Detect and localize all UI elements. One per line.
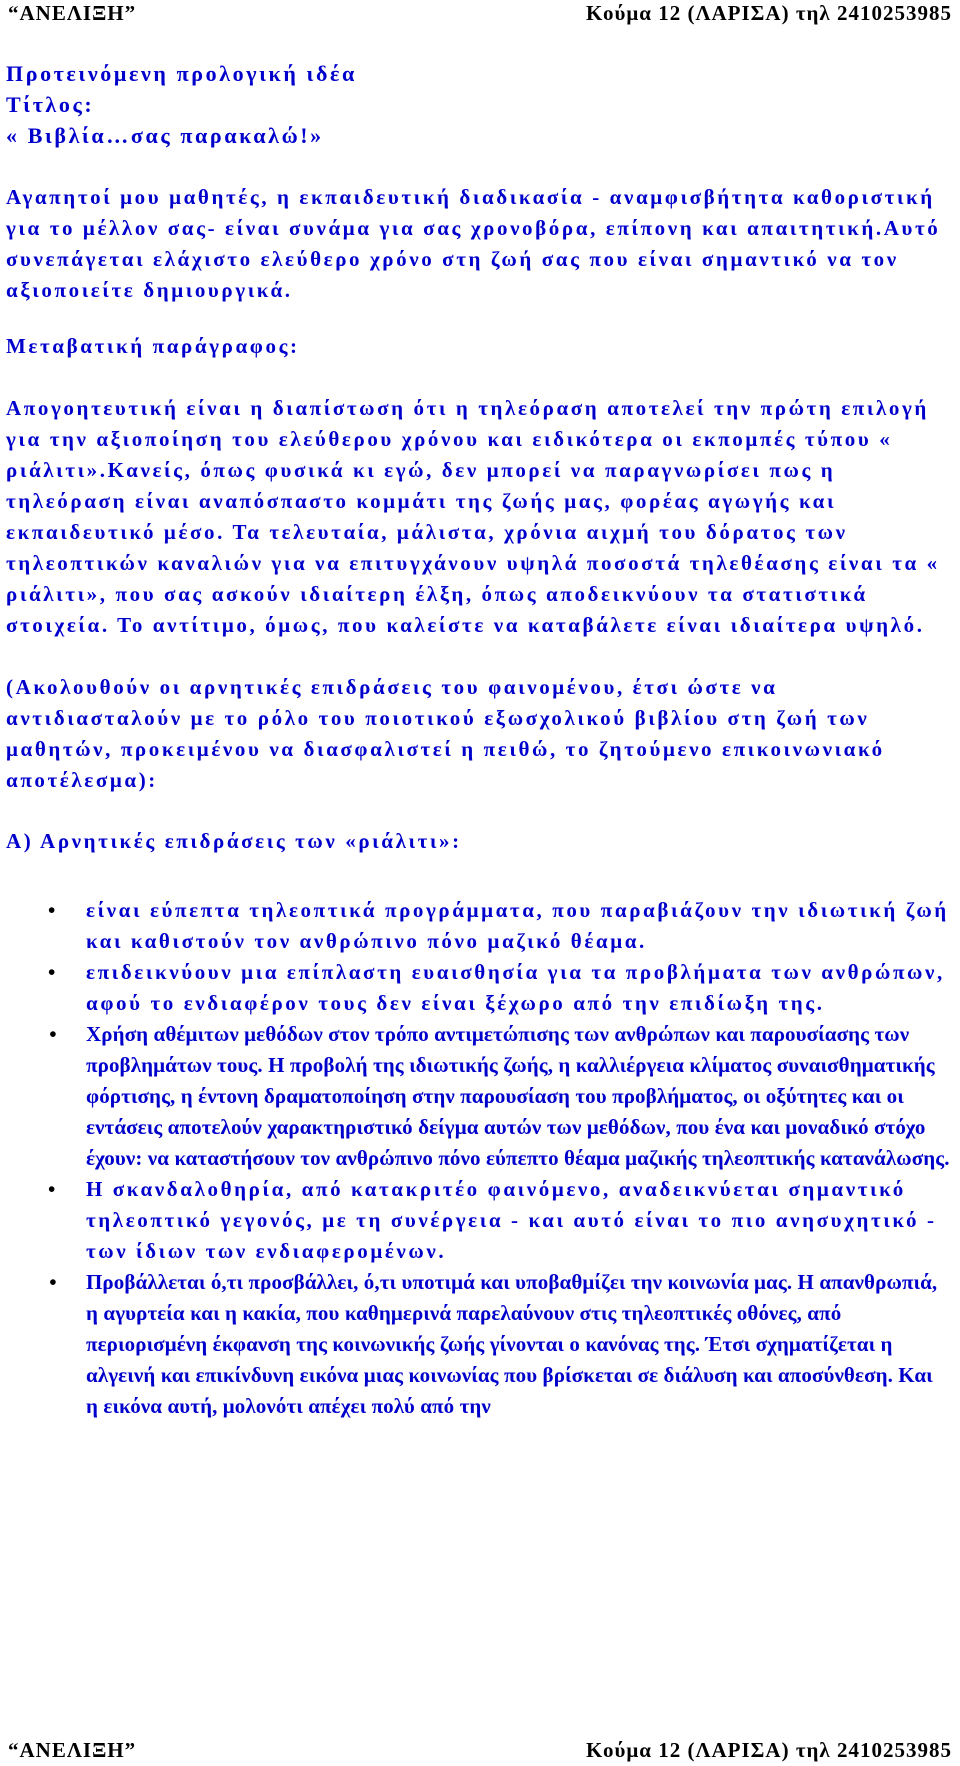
list-item [6,957,950,1019]
negative-effects-list [6,895,950,1422]
bullet-icon: • [48,898,58,922]
bullet-icon: • [49,1270,57,1294]
intro-block [6,58,950,151]
header-contact: Κούμα 12 (ΛΑΡΙΣΑ) τηλ 2410253985 [586,1,952,25]
list-item [6,1267,950,1422]
footer-contact: Κούμα 12 (ΛΑΡΙΣΑ) τηλ 2410253985 [586,1738,952,1762]
bullet-icon: • [49,1022,57,1046]
bullet-icon: • [48,1177,58,1201]
document-body [6,58,950,1422]
bullet-icon: • [48,960,58,984]
header-publisher: “ΑΝΕΛΙΞΗ” [8,1,137,25]
list-item-text: Η σκανδαλοθηρία, από κατακριτέο φαινόμενο, αναδεικνύεται σημαντικό τηλεοπτικό γεγονός, με τη συνέργεια - και αυτό είναι το πιο ανησυχητικό - των ίδιων των ενδιαφερομένων. [86,1177,937,1263]
list-item-text: Προβάλλεται ό,τι προσβάλλει, ό,τι υποτιμά και υποβαθμίζει την κοινωνία μας. Η απανθρωπιά, η αγυρτεία και η κακία, που καθημερινά παρελαύνουν στις τηλεοπτικές οθόνες, από περιορισμένη έκφανση της κοινωνικής ζωής γίνονται ο κανόνας της. Έτσι σχηματίζεται η αλγεινή και επικίνδυνη εικόνα μιας κοινωνίας που βρίσκεται σε διάλυση και αποσύνθεση. Και η εικόνα αυτή, μολονότι απέχει πολύ από την [86,1270,938,1418]
page-footer [8,1738,952,1766]
list-item [6,1019,950,1174]
section-a-heading: Α) Αρνητικές επιδράσεις των «ριάλιτι»: [6,829,462,853]
page-header [8,1,952,29]
transition-heading: Μεταβατική παράγραφος: [6,334,300,358]
list-item [6,895,950,957]
footer-publisher: “ΑΝΕΛΙΞΗ” [8,1738,137,1762]
list-item-text: είναι εύπεπτα τηλεοπτικά προγράμματα, που παραβιάζουν την ιδιωτική ζωή και καθιστούν τον ανθρώπινο πόνο μαζικό θέαμα. [86,898,949,953]
note-paragraph: (Ακολουθούν οι αρνητικές επιδράσεις του φαινομένου, έτσι ώστε να αντιδιασταλούν με το ρόλο του ποιοτικού εξωσχολικού βιβλίου στη ζωή των μαθητών, προκειμένου να διασφαλιστεί η πειθώ, το ζητούμενο επικοινωνιακό αποτέλεσμα): [6,675,885,792]
title-label: Τίτλος: [6,92,95,117]
opening-paragraph: Αγαπητοί μου μαθητές, η εκπαιδευτική διαδικασία - αναμφισβήτητα καθοριστική για το μέλλον σας- είναι συνάμα για σας χρονοβόρα, επίπονη και απαιτητική.Αυτό συνεπάγεται ελάχιστο ελεύθερο χρόνο στη ζωή σας που είναι σημαντικό να τον αξιοποιείτε δημιουργικά. [6,185,941,302]
list-item [6,1174,950,1267]
intro-heading: Προτεινόμενη προλογική ιδέα [6,61,357,86]
list-item-text: επιδεικνύουν μια επίπλαστη ευαισθησία για τα προβλήματα των ανθρώπων, αφού το ενδιαφέρον τους δεν είναι ξέχωρο από την επιδίωξη της. [86,960,945,1015]
list-item-text: Χρήση αθέμιτων μεθόδων στον τρόπο αντιμετώπισης των ανθρώπων και παρουσίασης των προβλημάτων τους. Η προβολή της ιδιωτικής ζωής, η καλλιέργεια κλίματος συναισθηματικής φόρτισης, η έντονη δραματοποίηση στην παρουσίαση του προβλήματος, οι οξύτητες και οι εντάσεις αποτελούν χαρακτηριστικό δείγμα αυτών των μεθόδων, που ένα και μοναδικό στόχο έχουν: να καταστήσουν τον ανθρώπινο πόνο εύπεπτο θέαμα μαζικής τηλεοπτικής κατανάλωσης. [86,1022,950,1170]
transition-paragraph: Απογοητευτική είναι η διαπίστωση ότι η τηλεόραση αποτελεί την πρώτη επιλογή για την αξιοποίηση του ελεύθερου χρόνου και ειδικότερα οι εκπομπές τύπου « ριάλιτι».Κανείς, όπως φυσικά κι εγώ, δεν μπορεί να παραγνωρίσει πως η τηλεόραση είναι αναπόσπαστο κομμάτι της ζωής μας, φορέας αγωγής και εκπαιδευτικό μέσο. Τα τελευταία, μάλιστα, χρόνια αιχμή του δόρατος των τηλεοπτικών καναλιών για να επιτυγχάνουν υψηλά ποσοστά τηλεθέασης είναι τα « ριάλιτι», που σας ασκούν ιδιαίτερη έλξη, όπως αποδεικνύουν τα στατιστικά στοιχεία. Το αντίτιμο, όμως, που καλείστε να καταβάλετε είναι ιδιαίτερα υψηλό. [6,396,940,637]
title-text: « Βιβλία…σας παρακαλώ!» [6,123,324,148]
